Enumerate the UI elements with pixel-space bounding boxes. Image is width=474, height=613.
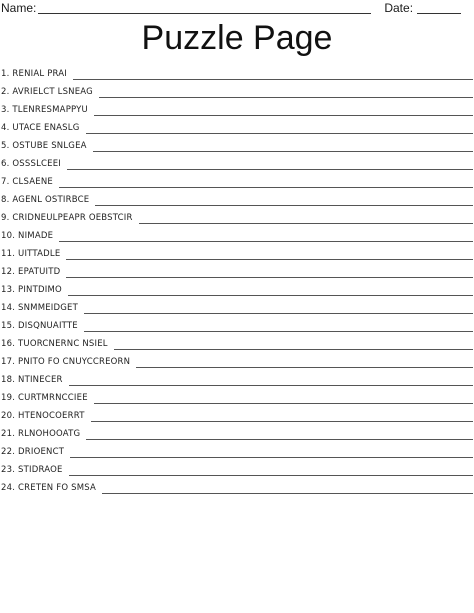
clue-text: 20. HTENOCOERRT [1, 411, 85, 421]
clue-row [0, 296, 474, 314]
clue-row [0, 260, 474, 278]
clue-text: 14. SNMMEIDGET [1, 303, 79, 313]
header [0, 0, 474, 14]
clue-text: 9. CRIDNEULPEAPR OEBSTCIR [1, 213, 133, 223]
clue-text: 17. PNITO FO CNUYCCREORN [1, 357, 131, 367]
clue-row [0, 62, 474, 80]
clue-row [0, 476, 474, 494]
clue-text: 1. RENIAL PRAI [1, 69, 68, 79]
answer-line[interactable] [59, 232, 473, 242]
answer-line[interactable] [59, 178, 473, 188]
answer-line[interactable] [94, 394, 473, 404]
name-blank-line[interactable] [38, 3, 371, 14]
clue-text: 12. EPATUITD [1, 267, 61, 277]
answer-line[interactable] [99, 88, 473, 98]
clue-text: 22. DRIOENCT [1, 447, 65, 457]
clue-text: 13. PINTDIMO [1, 285, 62, 295]
clue-text: 5. OSTUBE SNLGEA [1, 141, 87, 151]
clue-list [0, 62, 474, 494]
answer-line[interactable] [95, 196, 473, 206]
date-blank-line[interactable] [417, 3, 461, 14]
clue-text: 10. NIMADE [1, 231, 54, 241]
clue-row [0, 332, 474, 350]
clue-text: 16. TUORCNERNC NSIEL [1, 339, 108, 349]
answer-line[interactable] [67, 160, 473, 170]
clue-row [0, 350, 474, 368]
name-label: Name: [1, 1, 37, 15]
clue-row [0, 368, 474, 386]
answer-line[interactable] [66, 250, 473, 260]
clue-text: 24. CRETEN FO SMSA [1, 483, 97, 493]
answer-line[interactable] [68, 286, 473, 296]
clue-row [0, 116, 474, 134]
clue-row [0, 170, 474, 188]
answer-line[interactable] [86, 430, 473, 440]
clue-text: 23. STIDRAOE [1, 465, 63, 475]
clue-text: 2. AVRIELCT LSNEAG [1, 87, 93, 97]
answer-line[interactable] [86, 124, 474, 134]
clue-text: 7. CLSAENE [1, 177, 53, 187]
clue-row [0, 206, 474, 224]
page-title: Puzzle Page [141, 19, 333, 57]
clue-row [0, 386, 474, 404]
clue-row [0, 134, 474, 152]
clue-row [0, 458, 474, 476]
clue-text: 3. TLENRESMAPPYU [1, 105, 88, 115]
answer-line[interactable] [93, 142, 473, 152]
answer-line[interactable] [69, 376, 473, 386]
clue-text: 21. RLNOHOOATG [1, 429, 81, 439]
answer-line[interactable] [69, 466, 473, 476]
clue-row [0, 422, 474, 440]
answer-line[interactable] [91, 412, 473, 422]
answer-line[interactable] [136, 358, 473, 368]
answer-line[interactable] [102, 484, 473, 494]
clue-row [0, 152, 474, 170]
clue-row [0, 242, 474, 260]
clue-text: 11. UITTADLE [1, 249, 61, 259]
answer-line[interactable] [84, 322, 473, 332]
answer-line[interactable] [73, 70, 473, 80]
clue-text: 15. DISQNUAITTE [1, 321, 78, 331]
answer-line[interactable] [70, 448, 473, 458]
clue-row [0, 440, 474, 458]
clue-row [0, 314, 474, 332]
answer-line[interactable] [94, 106, 473, 116]
clue-text: 18. NTINECER [1, 375, 63, 385]
clue-row [0, 98, 474, 116]
clue-text: 19. CURTMRNCCIEE [1, 393, 88, 403]
date-label: Date: [384, 1, 414, 15]
clue-row [0, 278, 474, 296]
clue-row [0, 80, 474, 98]
clue-row [0, 224, 474, 242]
answer-line[interactable] [114, 340, 473, 350]
clue-row [0, 404, 474, 422]
clue-text: 8. AGENL OSTIRBCE [1, 195, 90, 205]
clue-text: 4. UTACE ENASLG [1, 123, 80, 133]
clue-row [0, 188, 474, 206]
answer-line[interactable] [139, 214, 473, 224]
answer-line[interactable] [66, 268, 473, 278]
clue-text: 6. OSSSLCEEI [1, 159, 62, 169]
answer-line[interactable] [84, 304, 473, 314]
